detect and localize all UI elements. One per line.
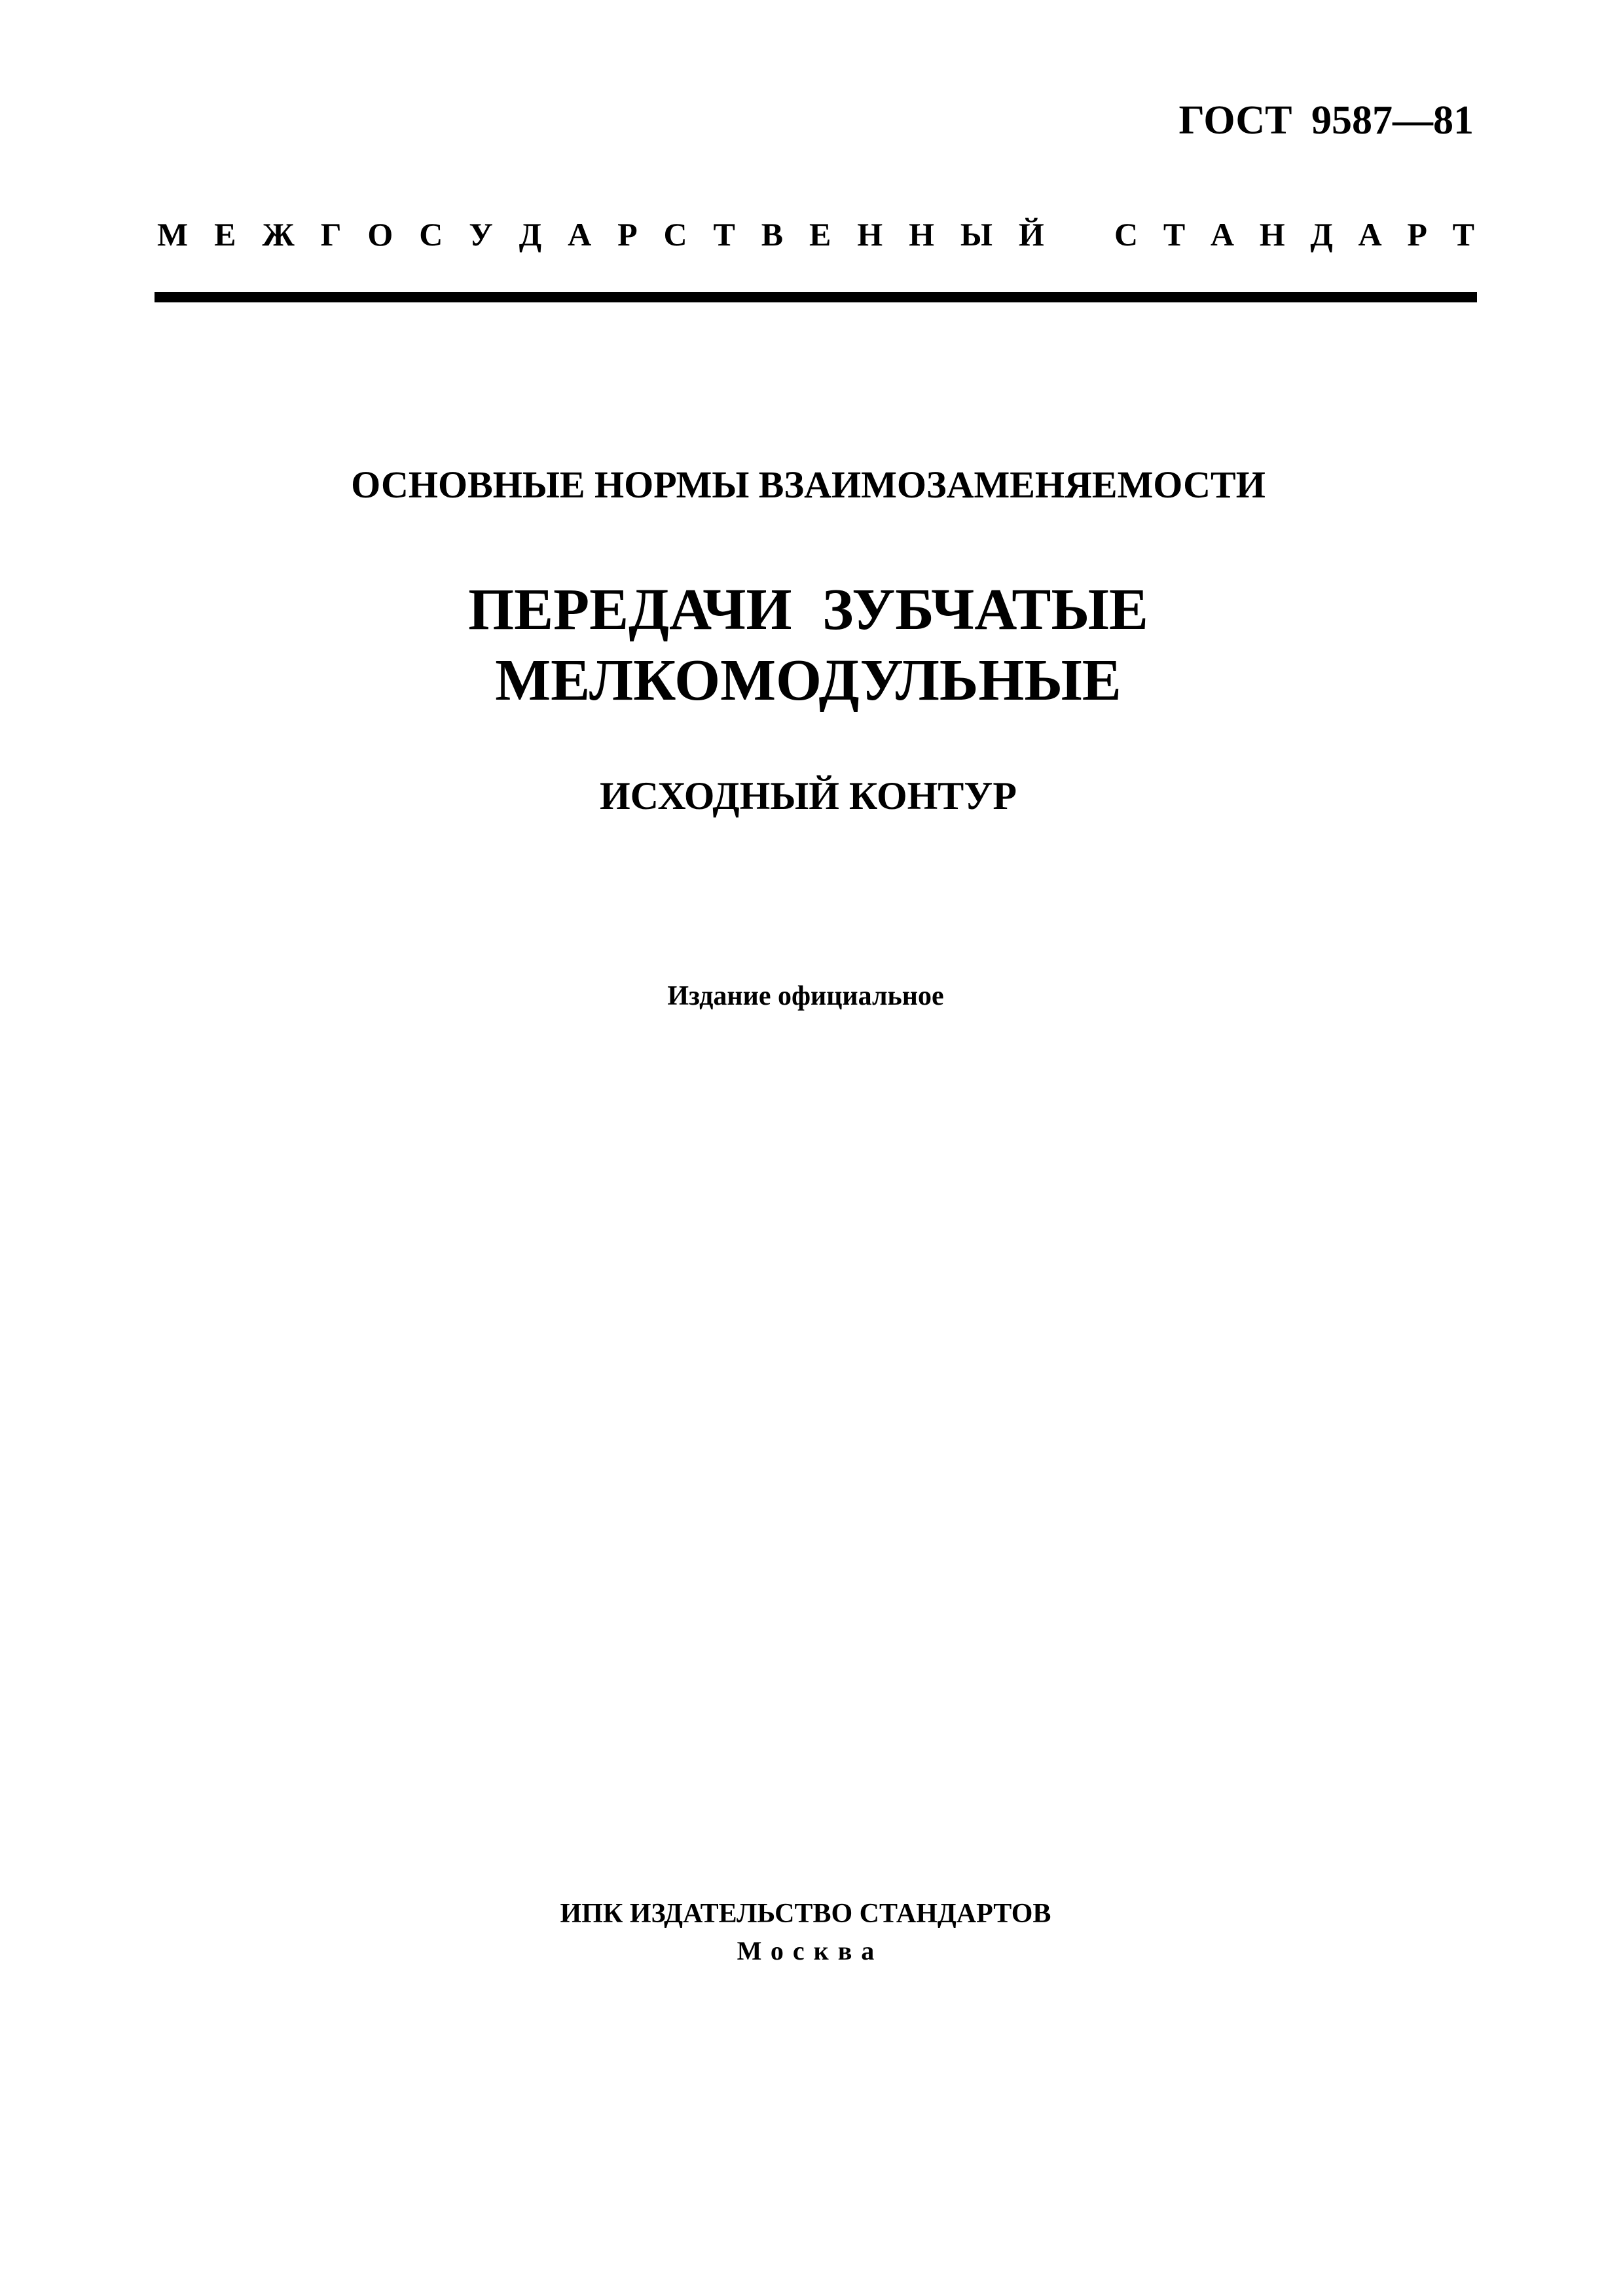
letter: Р: [617, 216, 638, 253]
letter: Ж: [262, 216, 295, 253]
letter: Й: [1018, 216, 1044, 253]
standard-type-word-1: [157, 215, 1044, 254]
letter: Е: [214, 216, 236, 253]
standard-type-heading: [157, 215, 1474, 254]
letter: Д: [1310, 216, 1333, 253]
standard-number: ГОСТ 9587—81: [1178, 98, 1474, 143]
header-rule: [155, 292, 1477, 302]
letter: С: [1114, 216, 1139, 253]
letter: У: [469, 216, 493, 253]
letter: Т: [713, 216, 735, 253]
letter: Г: [320, 216, 342, 253]
main-title-line-1: ПЕРЕДАЧИ ЗУБЧАТЫЕ: [468, 577, 1148, 642]
edition-note: Издание официальное: [667, 981, 944, 1011]
letter: А: [1358, 216, 1382, 253]
subtitle: ИСХОДНЫЙ КОНТУР: [599, 774, 1017, 817]
letter: М: [157, 216, 189, 253]
main-title: [0, 575, 1620, 716]
letter: С: [419, 216, 443, 253]
letter: Е: [809, 216, 831, 253]
letter: А: [568, 216, 592, 253]
letter: Д: [519, 216, 542, 253]
letter: Ы: [960, 216, 993, 253]
standard-type-word-2: [1114, 215, 1474, 254]
city: Москва: [737, 1936, 884, 1965]
letter: В: [761, 216, 784, 253]
letter: Т: [1163, 216, 1186, 253]
letter: С: [663, 216, 687, 253]
letter: А: [1210, 216, 1235, 253]
letter: Н: [857, 216, 883, 253]
publisher: ИПК ИЗДАТЕЛЬСТВО СТАНДАРТОВ: [560, 1899, 1051, 1929]
series-title: ОСНОВНЫЕ НОРМЫ ВЗАИМОЗАМЕНЯЕМОСТИ: [351, 463, 1266, 506]
letter: О: [367, 216, 393, 253]
letter: Н: [1259, 216, 1285, 253]
main-title-line-2: МЕЛКОМОДУЛЬНЫЕ: [495, 648, 1122, 713]
letter: Т: [1452, 216, 1474, 253]
letter: Н: [909, 216, 934, 253]
letter: Р: [1407, 216, 1427, 253]
